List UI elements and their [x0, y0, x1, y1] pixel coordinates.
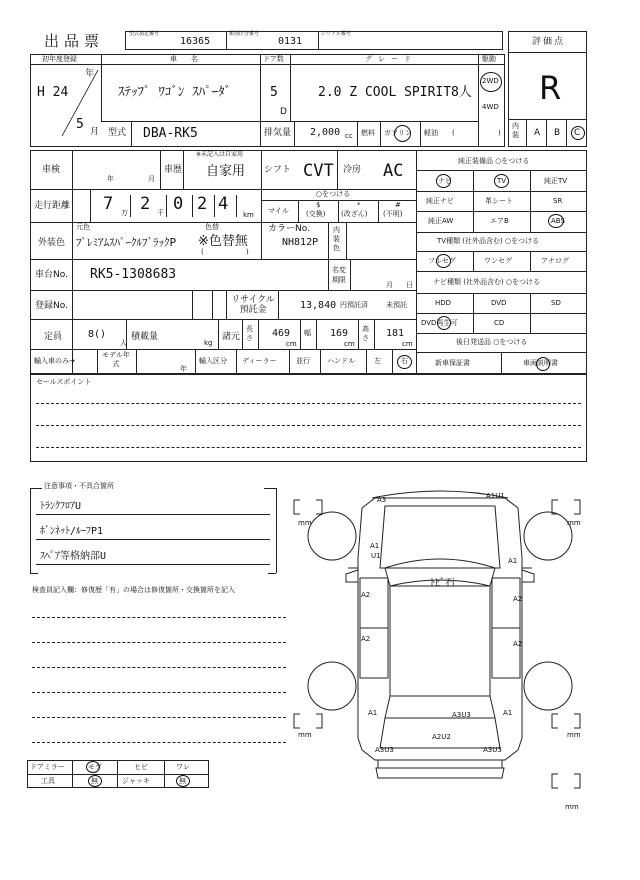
- type-cert-value: 16365: [180, 36, 211, 47]
- document-title: 出品票: [44, 32, 105, 50]
- ac-value: AC: [383, 161, 404, 181]
- jack-value: 無: [179, 777, 186, 785]
- mark-rear-left: A1: [368, 709, 378, 717]
- mm-label-fl: mm: [298, 519, 312, 527]
- equip-navi: ナビ: [438, 177, 452, 185]
- type-cert-label: 型式指定番号: [129, 31, 160, 37]
- drive-4wd: 4WD: [482, 103, 499, 111]
- equip-genuine-tv: 純正TV: [544, 177, 568, 185]
- year-unit: 年: [85, 69, 95, 79]
- displacement-value: 2,000: [310, 127, 341, 138]
- inspection-year-unit: 年: [107, 175, 114, 183]
- height-value: 181: [386, 328, 405, 339]
- navi-dvd: DVD: [491, 299, 507, 307]
- first-reg-era: H 24: [37, 85, 69, 100]
- sen-unit: 千: [157, 209, 164, 217]
- mark-bumper-right: A3U3: [483, 746, 502, 754]
- shift-value: CVT: [303, 161, 334, 181]
- model-year-label: モデル年式: [102, 351, 130, 368]
- mileage-digit-3: 0: [173, 194, 184, 214]
- interior-color-label: 内装色: [333, 226, 340, 252]
- chassis-label: 車台No.: [35, 270, 68, 280]
- height-cm: cm: [402, 340, 413, 348]
- mm-label-rr: mm: [567, 731, 581, 739]
- mark-bumper-mid: A2U2: [432, 733, 451, 741]
- capacity-value: 8(): [88, 329, 107, 340]
- tv-analog: アナログ: [541, 257, 569, 265]
- tamper-label: (改ざん): [341, 210, 368, 218]
- doors-value: 5: [270, 85, 278, 100]
- equip-abs: ABS: [551, 217, 565, 225]
- later-warranty: 新車保証書: [435, 359, 470, 367]
- width-value: 169: [330, 328, 349, 339]
- tool-value: 無: [91, 777, 98, 785]
- model-value: DBA-RK5: [143, 126, 198, 141]
- color-paren-left: (: [201, 248, 204, 256]
- mirror-moge-circle-mark: [86, 761, 100, 773]
- unknown-label: (不明): [383, 210, 403, 218]
- tool-none-circle-mark: [88, 775, 102, 787]
- car-damage-diagram: [290, 478, 590, 818]
- mileage-digit-5: 4: [218, 194, 229, 214]
- mile-label: マイル: [268, 207, 289, 215]
- equip-sr: SR: [553, 197, 563, 205]
- length-value: 469: [272, 328, 291, 339]
- doors-label: ドア数: [263, 55, 284, 63]
- color-change-label: 色替: [205, 223, 219, 231]
- recycle-not: 未預託: [386, 301, 407, 309]
- import-label: 輸入車のみ→: [34, 357, 75, 365]
- rating-value: R: [539, 69, 562, 107]
- color-change-value: ※色替無: [198, 234, 248, 249]
- model-year-unit: 年: [180, 365, 187, 373]
- equip-tv: TV: [497, 177, 507, 185]
- color-paren-right: ): [246, 248, 249, 256]
- length-cm: cm: [286, 340, 297, 348]
- mark-hood-a1: A1: [370, 542, 380, 550]
- mm-label-fr: mm: [567, 519, 581, 527]
- light-oil-label: 軽油: [424, 129, 438, 137]
- mark-hood-u1: U1: [371, 552, 381, 560]
- mark-door-l1: A2: [361, 591, 371, 599]
- equip-abs-circle-mark: [548, 214, 564, 228]
- tamper-symbol: *: [357, 201, 361, 209]
- unknown-symbol: #: [395, 201, 401, 209]
- later-manual-circle-mark: [536, 357, 550, 371]
- note-line-3: ｽﾍﾟｱ等格納部U: [40, 551, 107, 562]
- length-label: 長さ: [246, 325, 253, 342]
- mirror-hibi: ヒビ: [134, 763, 148, 771]
- recycle-label: リサイクル預託金: [231, 295, 275, 315]
- capacity-person: 人: [120, 339, 127, 347]
- drive-2wd-circle-mark: [480, 72, 502, 92]
- mm-label-spare: mm: [565, 803, 579, 811]
- mileage-digit-2: 2: [140, 194, 151, 214]
- mark-door-r2: A2: [513, 640, 523, 648]
- navi-cd: CD: [494, 319, 505, 327]
- exchange-symbol: $: [316, 201, 321, 209]
- displacement-label: 排気量: [264, 128, 292, 138]
- interior-a: A: [534, 128, 541, 138]
- mileage-label: 走行距離: [34, 201, 71, 211]
- name-change-day: 日: [406, 281, 413, 289]
- tv-fullseg-circle-mark: [436, 254, 451, 268]
- first-reg-month: 5: [76, 117, 84, 132]
- tool-label: 工具: [41, 777, 55, 785]
- mark-front-right: A1U1: [486, 492, 505, 500]
- height-label: 高さ: [362, 325, 369, 342]
- car-name-value: ｽﾃｯﾌﾟ ﾜｺﾞﾝ ｽﾊﾟｰﾀﾞ: [118, 85, 232, 100]
- recycle-unit: 円預託済: [340, 301, 368, 309]
- mm-label-rl: mm: [298, 731, 312, 739]
- note-line-2: ﾎﾞﾝﾈｯﾄ/ﾙｰﾌP1: [40, 526, 104, 537]
- mark-door-r1: A2: [513, 595, 523, 603]
- dealer-option: ディーラー: [242, 357, 277, 365]
- mark-rear-mid: A3U3: [452, 711, 471, 719]
- orig-color-value: ﾌﾟﾚﾐｱﾑｽﾊﾟｰｸﾙﾌﾞﾗｯｸP: [76, 236, 177, 249]
- fuel-label: 燃料: [361, 129, 375, 137]
- mileage-digit-4: 2: [197, 194, 208, 214]
- interior-c: C: [574, 128, 581, 138]
- equip-leather: 革シート: [485, 197, 513, 205]
- color-no-value: NH812P: [282, 237, 319, 248]
- history-value: 自家用: [206, 164, 246, 179]
- history-label: 車歴: [164, 165, 183, 175]
- sales-point-box: [30, 374, 587, 462]
- mirror-label: ドアミラー: [30, 763, 65, 771]
- navi-title: ナビ種類 (社外品含む) ○をつける: [433, 278, 541, 286]
- km-unit: km: [243, 211, 254, 219]
- drive-label: 駆動: [482, 55, 496, 63]
- car-name-label: 車名: [170, 55, 212, 63]
- equip-navi-circle-mark: [436, 174, 451, 188]
- import-type-label: 輸入区分: [199, 357, 227, 365]
- jack-none-circle-mark: [176, 775, 190, 787]
- load-label: 積載量: [131, 332, 159, 342]
- grade-value: 2.0 Z COOL SPIRIT8人: [318, 85, 472, 100]
- notes-title: 注意事項・不具合箇所: [44, 482, 114, 490]
- mirror-ware: ワレ: [176, 763, 190, 771]
- later-title: 後日発送品 ○をつける: [456, 338, 528, 346]
- inspector-title: 検査員記入欄：修復歴「有」の場合は修復箇所・交換箇所を記入: [32, 586, 235, 594]
- mark-roof: ﾄﾋﾞ石: [430, 578, 455, 589]
- navi-dvd-play: DVD再生可: [421, 319, 458, 327]
- mark-door-l2: A2: [361, 635, 371, 643]
- chassis-value: RK5-1308683: [90, 267, 177, 282]
- tv-title: TV種類 (社外品含む) ○をつける: [437, 237, 540, 245]
- equip-airbag: エアB: [490, 217, 509, 225]
- interior-b: B: [554, 128, 561, 138]
- first-reg-label: 初年度登録: [42, 55, 77, 63]
- genuine-title: 純正装備品 ○をつける: [458, 157, 530, 165]
- mark-bumper-left: A3U3: [375, 746, 394, 754]
- mirror-moge: モゲ: [88, 763, 102, 771]
- name-change-month: 月: [386, 281, 393, 289]
- handle-left: 左: [374, 357, 381, 365]
- man-unit: 万: [121, 209, 128, 217]
- dims-label: 諸元: [222, 332, 241, 342]
- mileage-digit-1: 7: [103, 194, 114, 214]
- equip-genuine-navi: 純正ナビ: [426, 197, 454, 205]
- ac-label: 冷房: [343, 165, 362, 175]
- mark-rear-right: A1: [503, 709, 513, 717]
- serial-label: シリアル番号: [321, 31, 351, 37]
- interior-label: 内装: [512, 122, 519, 139]
- rating-label: 評価点: [532, 37, 566, 47]
- handle-right: 右: [401, 357, 408, 365]
- inspection-label: 車検: [42, 165, 61, 175]
- navi-sd: SD: [551, 299, 561, 307]
- color-no-label: カラーNo.: [268, 224, 310, 234]
- later-manual: 車両説明書: [523, 359, 558, 367]
- navi-dvd-play-circle-mark: [437, 316, 451, 330]
- interior-c-circle-mark: [571, 126, 585, 140]
- jack-label: ジャッキ: [122, 777, 150, 785]
- mark-front-left: A3: [377, 496, 387, 504]
- drive-2wd: 2WD: [482, 77, 499, 85]
- shift-label: シフト: [264, 165, 292, 175]
- width-cm: cm: [344, 340, 355, 348]
- exterior-label: 外装色: [38, 238, 66, 248]
- sales-point-label: セールスポイント: [36, 378, 92, 386]
- circle-note: ○をつける: [316, 190, 351, 198]
- mark-right-front: A1: [508, 557, 518, 565]
- recycle-value: 13,840: [300, 300, 337, 311]
- handle-label: ハンドル: [327, 357, 355, 365]
- tv-fullseg: フルセグ: [428, 257, 456, 265]
- door-suffix: D: [280, 107, 287, 117]
- category-value: 0131: [278, 36, 303, 47]
- tv-oneseg: ワンセグ: [484, 257, 512, 265]
- model-label: 型式: [108, 128, 127, 138]
- inspection-month-unit: 月: [148, 175, 155, 183]
- load-kg: kg: [204, 339, 213, 347]
- name-change-label: 名変期限: [332, 266, 346, 284]
- reg-label: 登録No.: [35, 301, 68, 311]
- cc-unit: cc: [345, 132, 353, 140]
- note-line-1: ﾄﾗﾝｸﾌﾛｱU: [40, 501, 82, 512]
- equip-tv-circle-mark: [494, 174, 509, 188]
- fuel-gasoline-circle-mark: [394, 125, 411, 142]
- history-note: ※未記入は自家用: [196, 151, 244, 158]
- orig-color-label: 元色: [76, 223, 90, 231]
- handle-right-circle-mark: [397, 355, 412, 369]
- navi-hdd: HDD: [435, 299, 452, 307]
- category-label: 類別区分番号: [229, 31, 260, 37]
- exchange-label: (交換): [306, 210, 326, 218]
- parallel-option: 並行: [296, 357, 310, 365]
- month-unit: 月: [90, 127, 100, 137]
- grade-label: グレード: [365, 55, 417, 63]
- equip-genuine-aw: 純正AW: [428, 217, 454, 225]
- width-label: 幅: [304, 329, 311, 337]
- capacity-label: 定員: [44, 332, 63, 342]
- fuel-value: ガソリン: [384, 129, 412, 137]
